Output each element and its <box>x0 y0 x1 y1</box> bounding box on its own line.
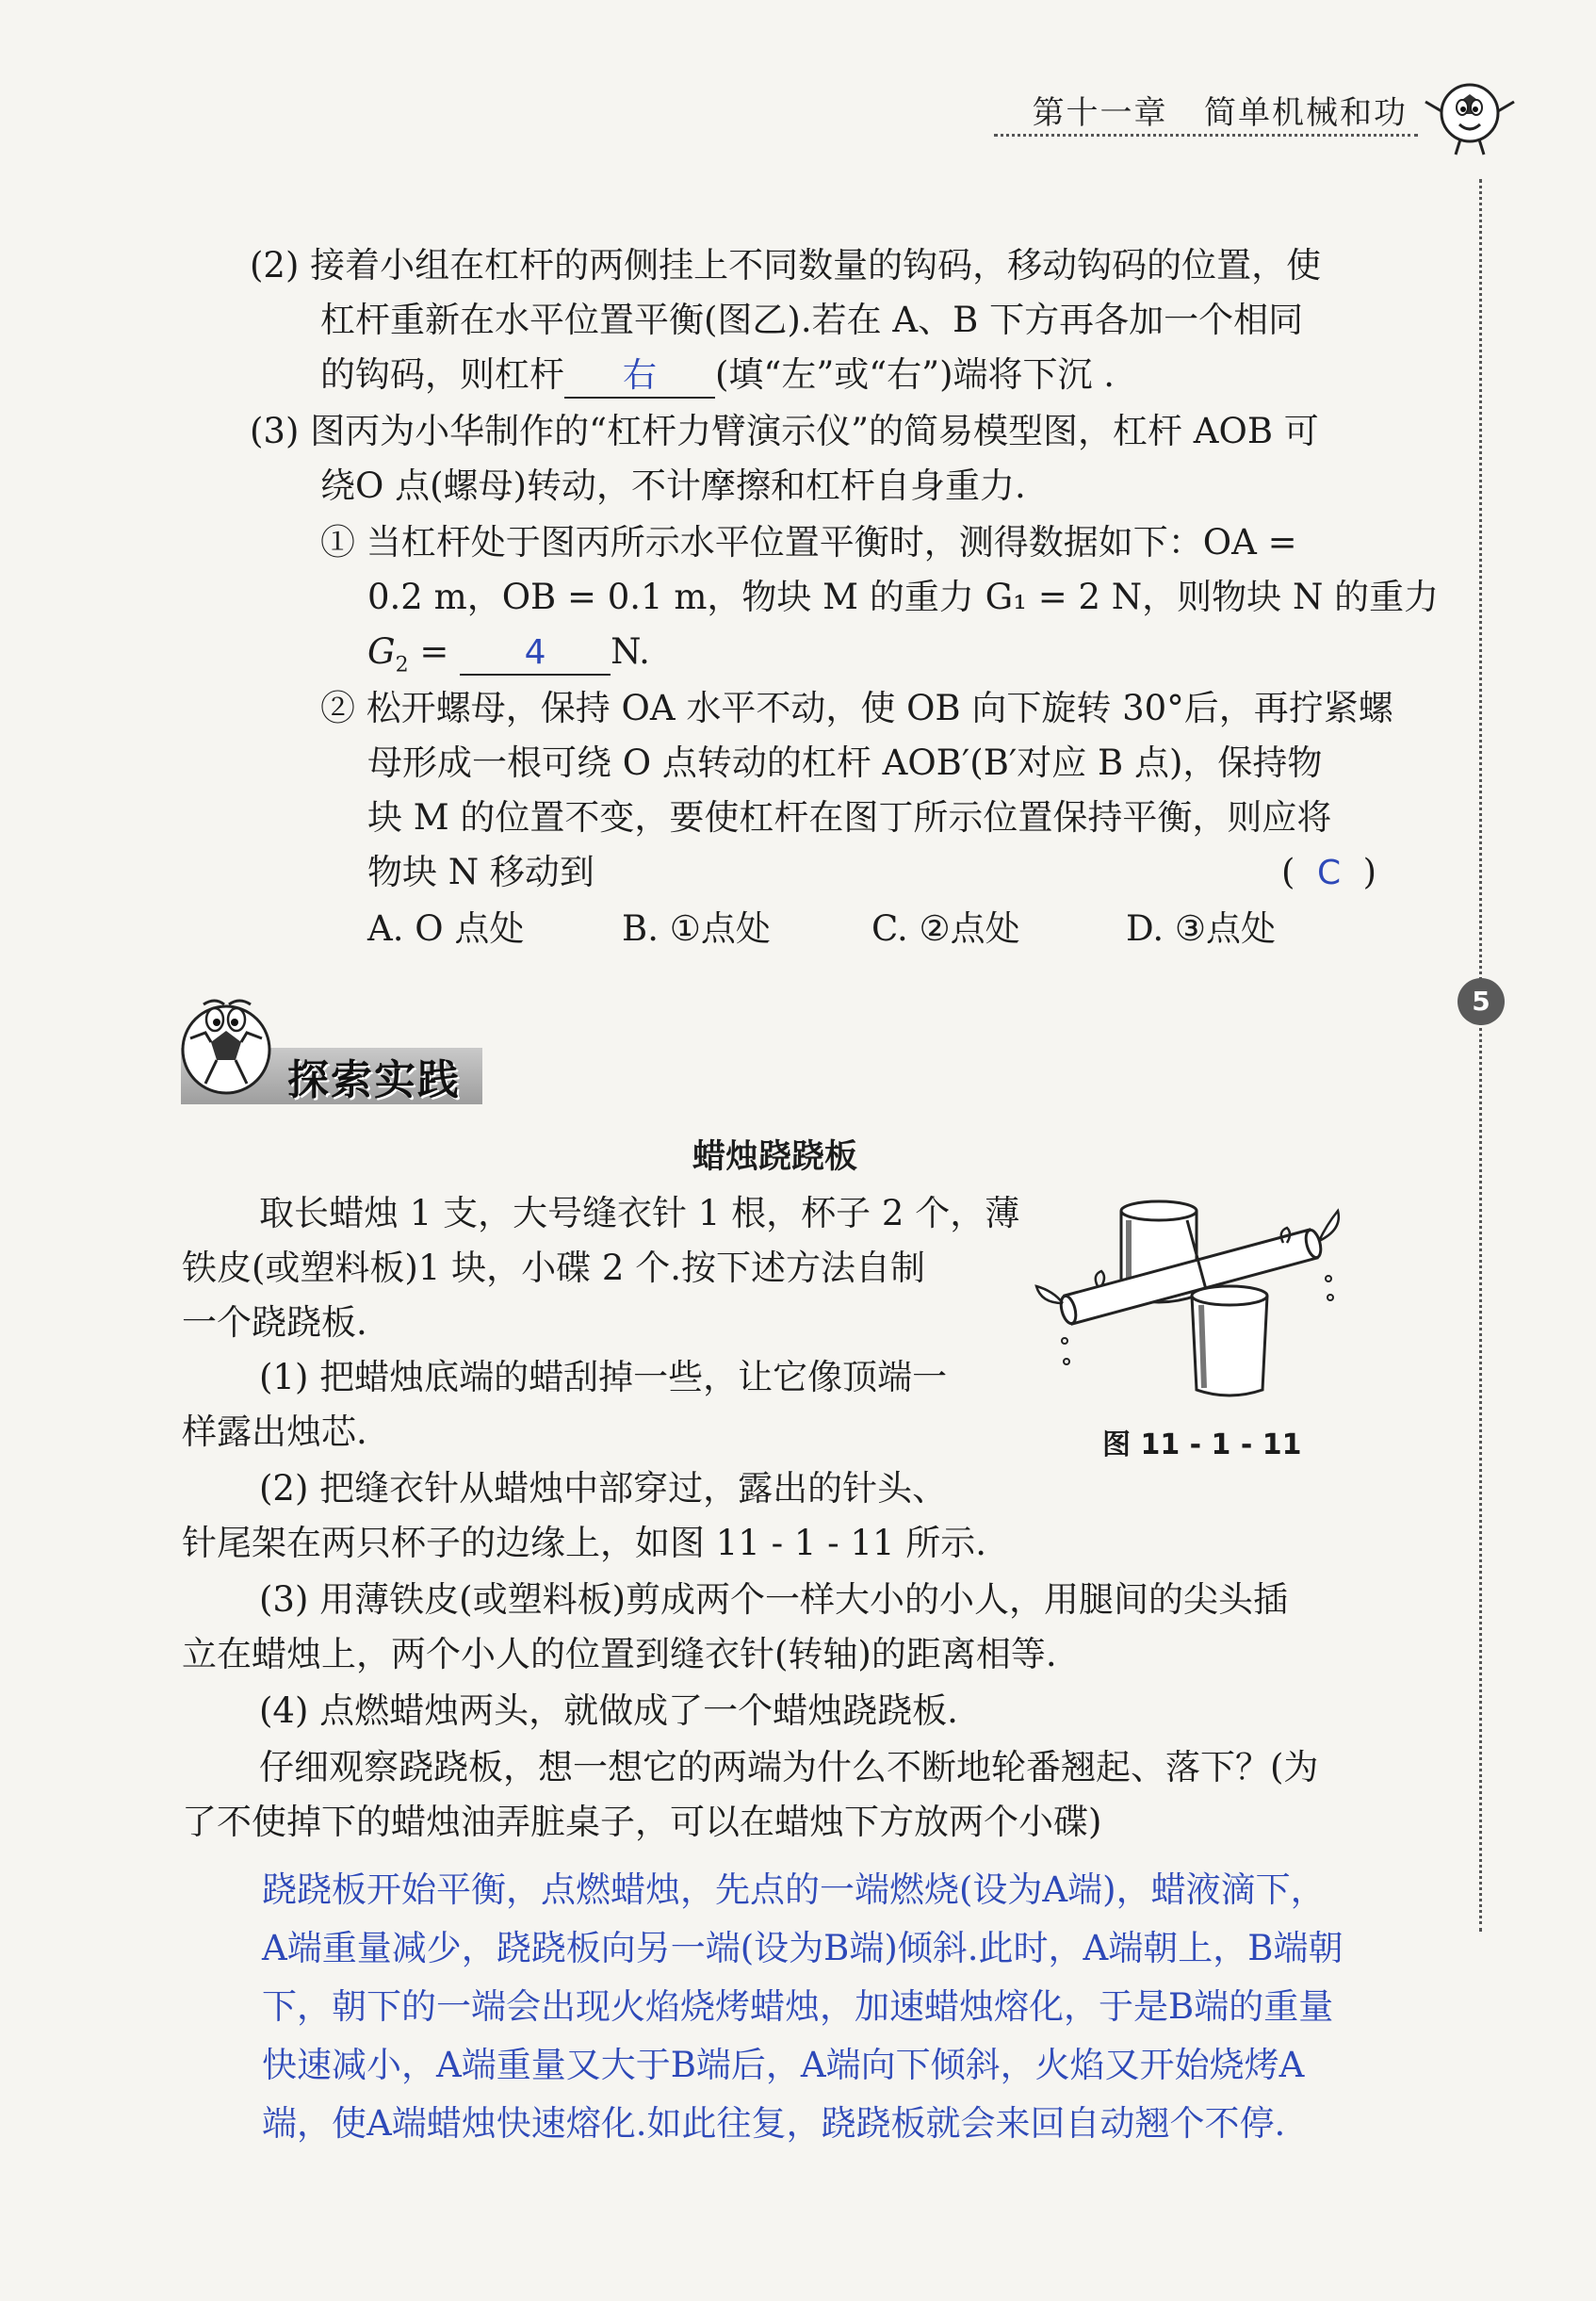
q3-sub2-answer-paren <box>1281 848 1376 898</box>
g2-symbol: G <box>367 631 396 672</box>
option-c: C. ②点处 <box>871 908 1020 949</box>
chapter-number: 第十一章 <box>1032 94 1168 132</box>
option-d: D. ③点处 <box>1126 908 1277 949</box>
q3-sub1-line-3-post: N. <box>611 631 650 672</box>
q3-sub1-answer: 4 <box>524 633 546 672</box>
q2-answer-blank <box>564 354 715 399</box>
chapter-header <box>1033 87 1408 133</box>
paren-close: ) <box>1362 852 1377 892</box>
exp-question-line-2: 了不使掉下的蜡烛油弄脏桌子，可以在蜡烛下方放两个小碟) <box>182 1802 1102 1842</box>
q3-sub1-line-3 <box>367 628 650 690</box>
q2-line-1: (2) 接着小组在杠杆的两侧挂上不同数量的钩码，移动钩码的位置，使 <box>250 245 1322 286</box>
exp-question-line-1: 仔细观察跷跷板，想一想它的两端为什么不断地轮番翘起、落下？(为 <box>259 1747 1319 1787</box>
q2-line-3 <box>320 351 1115 400</box>
option-b: B. ①点处 <box>622 908 771 949</box>
exp-s1-line-1: (1) 把蜡烛底端的蜡刮掉一些，让它像顶端一 <box>259 1357 948 1397</box>
soccer-ball-mascot-icon <box>1418 73 1522 158</box>
chapter-title: 简单机械和功 <box>1204 94 1408 132</box>
q3-line-1: (3) 图丙为小华制作的“杠杆力臂演示仪”的简易模型图，杠杆 AOB 可 <box>250 411 1319 451</box>
q3-sub2-line-4: 物块 N 移动到 <box>367 852 594 892</box>
q3-sub2-line-3: 块 M 的位置不变，要使杠杆在图丁所示位置保持平衡，则应将 <box>367 797 1332 838</box>
q3-sub1-answer-blank <box>460 631 611 676</box>
section-title: 探索实践 <box>287 1056 461 1104</box>
g2-equals: = <box>408 631 461 672</box>
answer-line-2: A端重量减少，跷跷板向另一端(设为B端)倾斜.此时，A端朝上，B端朝 <box>262 1928 1344 1968</box>
q3-line-2: 绕O 点(螺母)转动，不计摩擦和杠杆自身重力. <box>320 465 1026 506</box>
exp-s4: (4) 点燃蜡烛两头，就做成了一个蜡烛跷跷板. <box>259 1690 958 1731</box>
figure-caption: 图 11 - 1 - 11 <box>1102 1428 1302 1461</box>
q3-sub1-line-1: ① 当杠杆处于图丙所示水平位置平衡时，测得数据如下：OA = <box>320 522 1297 563</box>
q3-sub1-line-2: 0.2 m，OB = 0.1 m，物块 M 的重力 G₁ = 2 N，则物块 N 的重力 <box>367 577 1440 617</box>
margin-rule <box>1479 179 1482 1932</box>
q3-sub2-answer: C <box>1316 854 1342 892</box>
exp-p1-line-1: 取长蜡烛 1 支，大号缝衣针 1 根，杯子 2 个，薄 <box>259 1193 1020 1233</box>
answer-line-3: 下，朝下的一端会出现火焰烧烤蜡烛，加速蜡烛熔化，于是B端的重量 <box>262 1986 1334 2027</box>
q2-line-3-post: (填“左”或“右”)端将下沉 . <box>715 354 1116 395</box>
answer-line-5: 端，使A端蜡烛快速熔化.如此往复，跷跷板就会来回自动翘个不停. <box>262 2103 1286 2144</box>
soccer-ball-icon <box>177 991 276 1104</box>
q2-line-2: 杠杆重新在水平位置平衡(图乙).若在 A、B 下方再各加一个相同 <box>320 300 1304 340</box>
exp-s3-line-1: (3) 用薄铁皮(或塑料板)剪成两个一样大小的小人，用腿间的尖头插 <box>259 1579 1289 1620</box>
answer-line-1: 跷跷板开始平衡，点燃蜡烛，先点的一端燃烧(设为A端)，蜡液滴下， <box>262 1869 1326 1910</box>
paren-open: ( <box>1281 852 1295 892</box>
q2-answer: 右 <box>622 356 657 395</box>
exp-s3-line-2: 立在蜡烛上，两个小人的位置到缝衣针(转轴)的距离相等. <box>182 1634 1057 1674</box>
exp-p1-line-2: 铁皮(或塑料板)1 块，小碟 2 个.按下述方法自制 <box>182 1248 925 1288</box>
option-a: A. O 点处 <box>367 908 525 949</box>
q2-line-3-pre: 的钩码，则杠杆 <box>320 354 564 395</box>
exp-s2-line-1: (2) 把缝衣针从蜡烛中部穿过，露出的针头、 <box>259 1468 948 1509</box>
exp-s2-line-2: 针尾架在两只杯子的边缘上，如图 11 - 1 - 11 所示. <box>182 1523 987 1563</box>
exp-s1-line-2: 样露出烛芯. <box>182 1412 367 1452</box>
q3-sub2-line-2: 母形成一根可绕 O 点转动的杠杆 AOB′(B′对应 B 点)，保持物 <box>367 743 1323 783</box>
header-rule <box>994 134 1418 137</box>
answer-line-4: 快速减小，A端重量又大于B端后，A端向下倾斜，火焰又开始烧烤A <box>262 2045 1305 2085</box>
g2-subscript: 2 <box>395 653 409 677</box>
candle-seesaw-figure <box>1027 1183 1376 1409</box>
page-number: 5 <box>1458 978 1505 1025</box>
exp-p1-line-3: 一个跷跷板. <box>182 1302 367 1343</box>
experiment-title: 蜡烛跷跷板 <box>692 1138 858 1176</box>
q3-sub2-line-1: ② 松开螺母，保持 OA 水平不动，使 OB 向下旋转 30°后，再拧紧螺 <box>320 688 1393 728</box>
